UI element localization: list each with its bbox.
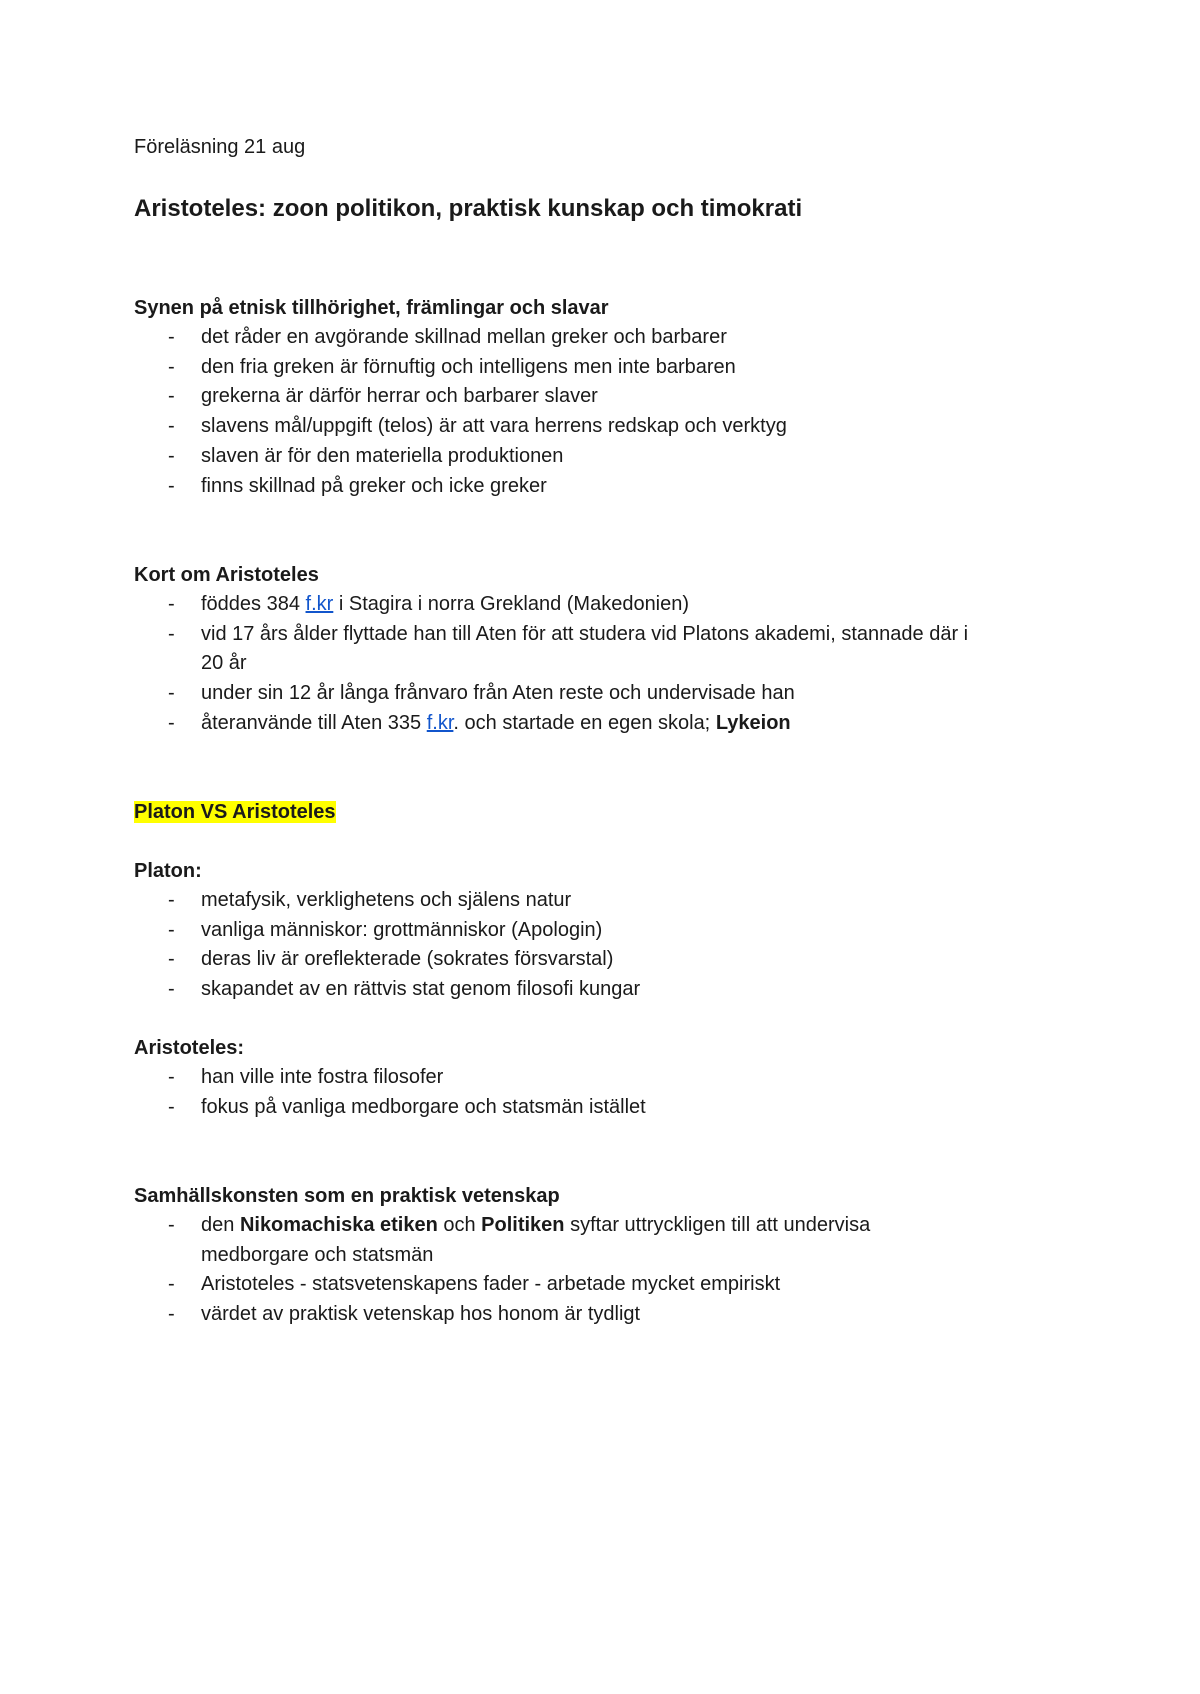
fkr-link[interactable]: f.kr	[426, 711, 454, 734]
section-heading-comparison	[134, 800, 336, 824]
lecture-date: Föreläsning 21 aug	[134, 136, 306, 158]
list-dash: -	[168, 1273, 175, 1296]
list-dash: -	[168, 948, 175, 971]
list-dash: -	[168, 1095, 175, 1118]
section-heading-ethnicity: Synen på etnisk tillhörighet, främlingar och slavar	[134, 297, 609, 319]
list-item: - Aristoteles - statsvetenskapens fader - arbetade mycket empiriskt	[134, 1270, 974, 1300]
list-dash: -	[168, 1303, 175, 1326]
list-dash: -	[168, 978, 175, 1001]
list-dash: -	[168, 474, 175, 497]
ethnicity-list	[134, 323, 974, 501]
list-dash: -	[168, 415, 175, 438]
list-item: - slavens mål/uppgift (telos) är att vara herrens redskap och verktyg	[134, 412, 974, 442]
list-dash: -	[168, 918, 175, 941]
highlighted-heading: Platon VS Aristoteles	[134, 801, 336, 823]
list-item: - finns skillnad på greker och icke greker	[134, 472, 974, 502]
document-title: Aristoteles: zoon politikon, praktisk kunskap och timokrati	[134, 195, 803, 222]
list-item: - den fria greken är förnuftig och intelligens men inte barbaren	[134, 353, 974, 383]
subheading-aristoteles: Aristoteles:	[134, 1037, 245, 1059]
list-dash: -	[168, 1066, 175, 1088]
list-dash: -	[168, 355, 175, 378]
list-dash: -	[168, 444, 175, 467]
list-item: - grekerna är därför herrar och barbarer slaver	[134, 382, 974, 412]
school-name: Lykeion	[715, 711, 791, 734]
list-item: - skapandet av en rättvis stat genom filosofi kungar	[134, 975, 974, 1005]
section-heading-about-aristotle: Kort om Aristoteles	[134, 564, 319, 586]
list-dash: -	[168, 682, 175, 705]
list-dash: -	[168, 326, 175, 348]
aristoteles-list	[134, 1063, 974, 1122]
list-item: - metafysik, verklighetens och själens natur	[134, 886, 974, 916]
list-item: - föddes 384 f.kr i Stagira i norra Grekland (Makedonien)	[134, 590, 974, 620]
subheading-platon: Platon:	[134, 860, 202, 882]
list-dash: -	[168, 889, 175, 911]
practical-science-list	[134, 1211, 974, 1330]
list-item: - under sin 12 år långa frånvaro från Aten reste och undervisade han	[134, 679, 974, 709]
list-item: - vid 17 års ålder flyttade han till Aten för att studera vid Platons akademi, stannade där i 20 år	[134, 620, 974, 679]
platon-list	[134, 886, 974, 1005]
section-heading-practical-science: Samhällskonsten som en praktisk vetenskap	[134, 1185, 560, 1207]
list-item: - fokus på vanliga medborgare och statsmän istället	[134, 1093, 974, 1123]
list-item: - slaven är för den materiella produktionen	[134, 442, 974, 472]
list-item: - deras liv är oreflekterade (sokrates försvarstal)	[134, 945, 974, 975]
list-dash: -	[168, 622, 175, 645]
fkr-link[interactable]: f.kr	[305, 593, 334, 615]
list-dash: -	[168, 385, 175, 408]
list-item: - värdet av praktisk vetenskap hos honom är tydligt	[134, 1300, 974, 1330]
list-dash: -	[168, 593, 175, 615]
list-item: - vanliga människor: grottmänniskor (Apologin)	[134, 916, 974, 946]
list-item: - den Nikomachiska etiken och Politiken syftar uttryckligen till att undervisa medborgare och statsmän	[134, 1211, 974, 1270]
about-aristotle-list	[134, 590, 974, 739]
list-item: - det råder en avgörande skillnad mellan greker och barbarer	[134, 323, 974, 353]
list-item: - återanvände till Aten 335 f.kr. och startade en egen skola; Lykeion	[134, 709, 974, 739]
list-dash: -	[168, 1214, 175, 1236]
list-item: - han ville inte fostra filosofer	[134, 1063, 974, 1093]
list-dash: -	[168, 711, 175, 734]
